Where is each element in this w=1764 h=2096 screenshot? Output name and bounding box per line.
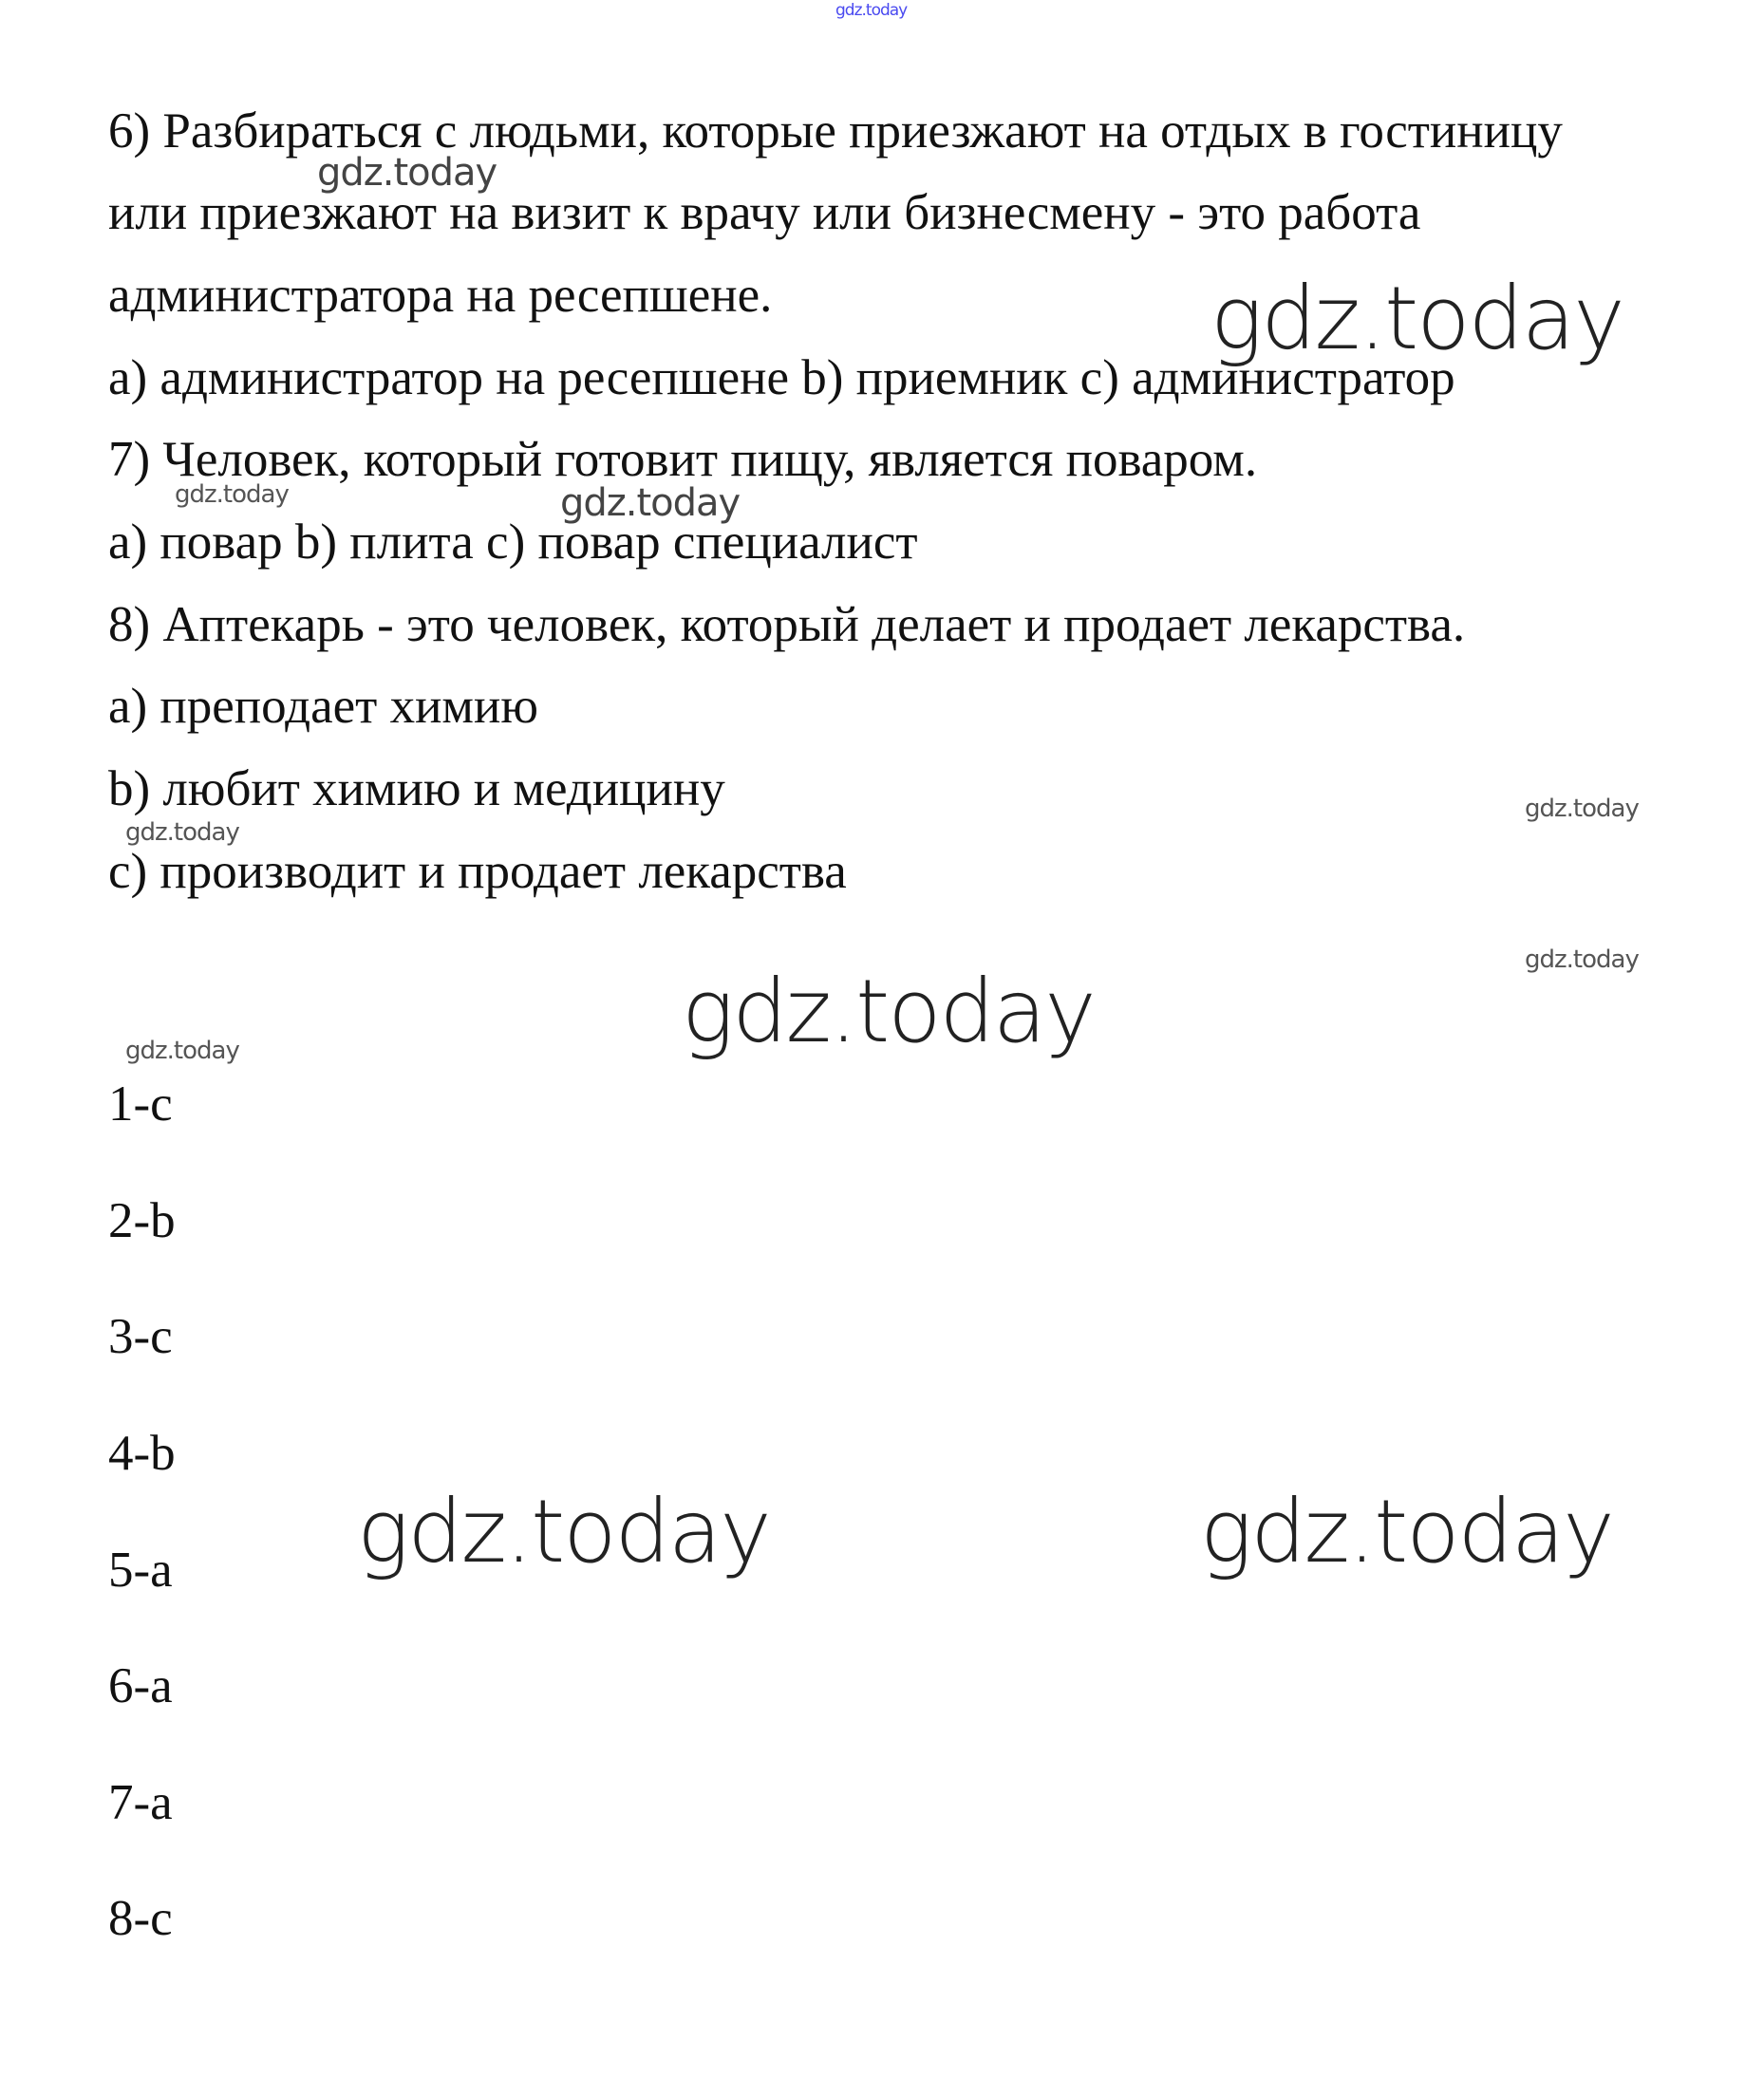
answer-key-item: 7-a xyxy=(108,1775,173,1830)
question-text-line: 7) Человек, который готовит пищу, является поваром. xyxy=(108,432,1258,487)
answer-option-a: a) преподает химию xyxy=(108,679,538,734)
question-text-line: или приезжают на визит к врачу или бизнесмену - это работа xyxy=(108,185,1421,240)
watermark-top: gdz.today xyxy=(835,1,908,20)
watermark: gdz.today xyxy=(125,818,239,847)
answer-options-line: a) повар b) плита c) повар специалист xyxy=(108,515,918,570)
watermark: gdz.today xyxy=(317,151,497,195)
answer-option-c: c) производит и продает лекарства xyxy=(108,844,847,899)
answer-key-item: 6-a xyxy=(108,1658,173,1713)
watermark: gdz.today xyxy=(125,1037,239,1065)
question-text-line: 8) Аптекарь - это человек, который делает и продает лекарства. xyxy=(108,597,1466,652)
question-text-line: администратора на ресепшене. xyxy=(108,268,773,323)
watermark-large: gdz.today xyxy=(357,1481,770,1582)
answer-key-item: 3-c xyxy=(108,1309,173,1364)
answer-key-item: 8-c xyxy=(108,1891,173,1946)
answer-options-line: a) администратор на ресепшене b) приемник c) администратор xyxy=(108,350,1455,405)
watermark-large: gdz.today xyxy=(682,961,1095,1062)
answer-key-item: 2-b xyxy=(108,1193,176,1248)
watermark: gdz.today xyxy=(175,480,289,509)
answer-key-item: 5-a xyxy=(108,1543,173,1598)
watermark-large: gdz.today xyxy=(1200,1481,1613,1582)
watermark: gdz.today xyxy=(1525,795,1639,823)
answer-key-item: 4-b xyxy=(108,1426,176,1481)
answer-key-item: 1-c xyxy=(108,1076,173,1132)
watermark: gdz.today xyxy=(560,481,741,525)
watermark: gdz.today xyxy=(1525,945,1639,974)
watermark-large: gdz.today xyxy=(1210,268,1623,369)
question-text-line: 6) Разбираться с людьми, которые приезжают на отдых в гостиницу xyxy=(108,103,1563,159)
answer-option-b: b) любит химию и медицину xyxy=(108,761,725,816)
